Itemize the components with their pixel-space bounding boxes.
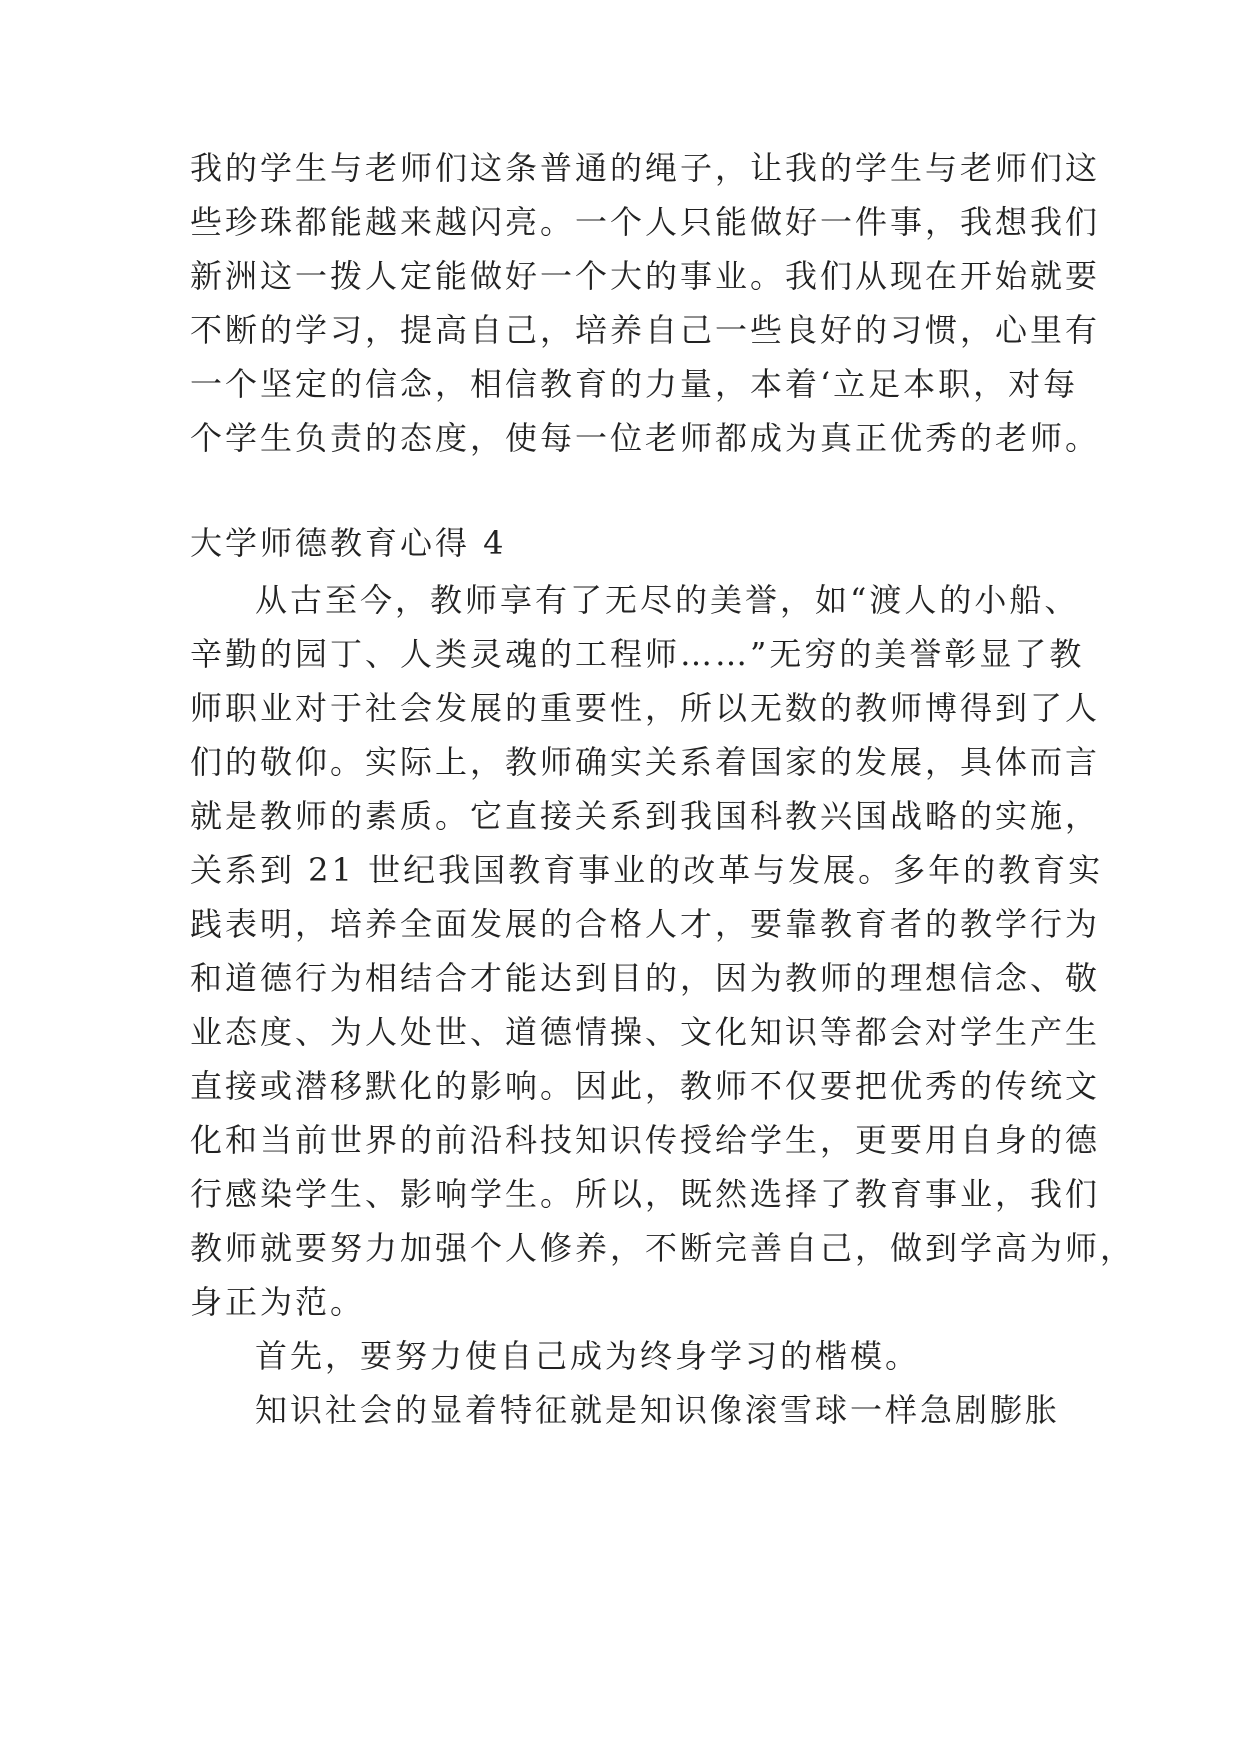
section-title: 大学师德教育心得 4 (190, 524, 507, 562)
text-line: 直接或潜移默化的影响。因此，教师不仅要把优秀的传统文 (190, 1067, 1101, 1105)
text-line: 和道德行为相结合才能达到目的，因为教师的理想信念、敬 (190, 959, 1101, 997)
text-line: 教师就要努力加强个人修养，不断完善自己，做到学高为师， (190, 1229, 1136, 1267)
text-line: 关系到 21 世纪我国教育事业的改革与发展。多年的教育实 (190, 851, 1104, 889)
text-line: 就是教师的素质。它直接关系到我国科教兴国战略的实施， (190, 797, 1101, 835)
text-line: 首先，要努力使自己成为终身学习的楷模。 (255, 1337, 921, 1375)
text-line: 辛勤的园丁、人类灵魂的工程师……”无穷的美誉彰显了教 (190, 635, 1085, 673)
text-line: 们的敬仰。实际上，教师确实关系着国家的发展，具体而言 (190, 743, 1101, 781)
text-line: 从古至今，教师享有了无尽的美誉，如“渡人的小船、 (255, 581, 1080, 619)
text-line: 些珍珠都能越来越闪亮。一个人只能做好一件事，我想我们 (190, 203, 1101, 241)
text-line: 个学生负责的态度，使每一位老师都成为真正优秀的老师。 (190, 419, 1101, 457)
text-line: 身正为范。 (190, 1283, 366, 1321)
text-line: 化和当前世界的前沿科技知识传授给学生，更要用自身的德 (190, 1121, 1101, 1159)
text-line: 行感染学生、影响学生。所以，既然选择了教育事业，我们 (190, 1175, 1101, 1213)
text-line: 师职业对于社会发展的重要性，所以无数的教师博得到了人 (190, 689, 1101, 727)
text-line: 新洲这一拨人定能做好一个大的事业。我们从现在开始就要 (190, 257, 1101, 295)
text-line: 知识社会的显着特征就是知识像滚雪球一样急剧膨胀 (255, 1391, 1061, 1429)
text-line: 不断的学习，提高自己，培养自己一些良好的习惯，心里有 (190, 311, 1101, 349)
text-line: 践表明，培养全面发展的合格人才，要靠教育者的教学行为 (190, 905, 1101, 943)
text-line: 业态度、为人处世、道德情操、文化知识等都会对学生产生 (190, 1013, 1101, 1051)
text-line: 一个坚定的信念，相信教育的力量，本着‘立足本职，对每 (190, 365, 1079, 403)
text-line: 我的学生与老师们这条普通的绳子，让我的学生与老师们这 (190, 149, 1101, 187)
